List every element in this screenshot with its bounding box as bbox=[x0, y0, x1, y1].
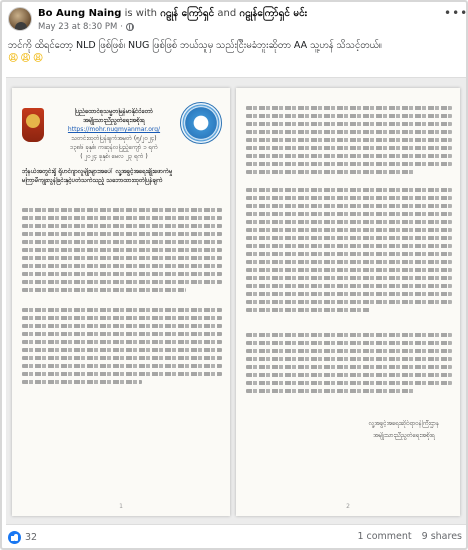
post-timestamp[interactable]: May 23 at 8:30 PM bbox=[38, 22, 118, 32]
author-line bbox=[38, 8, 307, 20]
like-count: 32 bbox=[25, 532, 38, 543]
reaction-summary[interactable] bbox=[8, 531, 37, 544]
more-options-icon[interactable]: ••• bbox=[444, 6, 468, 20]
doc-header-line-2: အမျိုးသားညီညွတ်ရေးအစိုးရ bbox=[83, 117, 145, 124]
doc-paragraph-1 bbox=[22, 208, 222, 296]
post-caption: ဘင်ကို ထိရင်တော့ NLD ဖြစ်ဖြစ်၊ NUG ဖြစ်ဖြစ် ဘယ်သူမှ သည်းငြီးမခံဘူးဆိုတာ AA သူ့ဟန် သိသင့်တယ်။ bbox=[8, 40, 382, 51]
signoff-government: အမျိုးသားညီညွတ်ရေးအစိုးရ bbox=[373, 432, 435, 439]
comment-count-link[interactable]: 1 comment bbox=[357, 531, 412, 542]
signoff-ministry: လူ့အခွင့်အရေးဆိုင်ရာဝန်ကြီးဌာန bbox=[368, 420, 440, 427]
doc-header-line-1: ပြည်ထောင်စုသမ္မတမြန်မာနိုင်ငံတော် bbox=[74, 108, 154, 115]
doc-header-line-4: သတင်းထုတ်ပြန်ချက်အမှတ် (၅/၂၀၂၄) bbox=[71, 135, 157, 142]
author-name[interactable]: Bo Aung Naing bbox=[38, 8, 122, 19]
doc-header-line-6: ( ၂၀၂၄ ခုနှစ်၊ မေလ ၂၃ ရက် ) bbox=[80, 153, 148, 160]
doc-subject-line-2: မကြာမီကျုးလွန်ခြင်းနှင့်ပတ်သက်သည့် သဘောထားထုတ်ပြန်ချက် bbox=[22, 177, 163, 184]
share-count-link[interactable]: 9 shares bbox=[421, 531, 462, 542]
tagged-person-1[interactable]: ဂဠုန် ကြော်ရှင် bbox=[160, 8, 215, 19]
post-header bbox=[8, 6, 468, 35]
post-meta: May 23 at 8:30 PM · bbox=[38, 22, 134, 32]
statement-page-2 bbox=[236, 88, 460, 516]
doc-paragraph-2 bbox=[22, 308, 222, 388]
doc-subject-line-1: ဘုံနယ်အတွင်းရှိ ရိုဟင်ဂျာလူမျိုးများအပေါ် လူ့အခွင့်အရေးချိုးဖောက်မှု bbox=[22, 168, 173, 175]
like-icon bbox=[8, 531, 21, 544]
post-image[interactable] bbox=[6, 77, 466, 525]
statement-page-1 bbox=[12, 88, 230, 516]
caption-emojis: 😩😩😩 bbox=[8, 53, 46, 64]
engagement-counts bbox=[357, 531, 462, 542]
doc-header-line-5: ၁၃၈၆ ခုနှစ်၊ ကဆုန်လပြည့်ကျော် ၁ ရက် bbox=[70, 144, 158, 151]
doc-paragraph-5 bbox=[246, 333, 452, 397]
and-text: and bbox=[217, 8, 237, 19]
with-text: is with bbox=[124, 8, 157, 19]
globe-icon bbox=[126, 23, 134, 31]
tagged-person-2[interactable]: ဂဠုန်ကြော်ရှင် မင်း bbox=[239, 8, 308, 19]
doc-paragraph-3 bbox=[246, 106, 452, 178]
state-emblem-icon bbox=[22, 108, 44, 142]
doc-paragraph-4 bbox=[246, 188, 452, 316]
page-number-1: 1 bbox=[119, 503, 123, 510]
ministry-seal-icon bbox=[180, 102, 222, 144]
post-footer bbox=[8, 530, 462, 546]
doc-website-link: https://mohr.nugmyanmar.org/ bbox=[67, 126, 161, 133]
author-avatar[interactable] bbox=[8, 7, 32, 31]
page-number-2: 2 bbox=[346, 503, 350, 510]
